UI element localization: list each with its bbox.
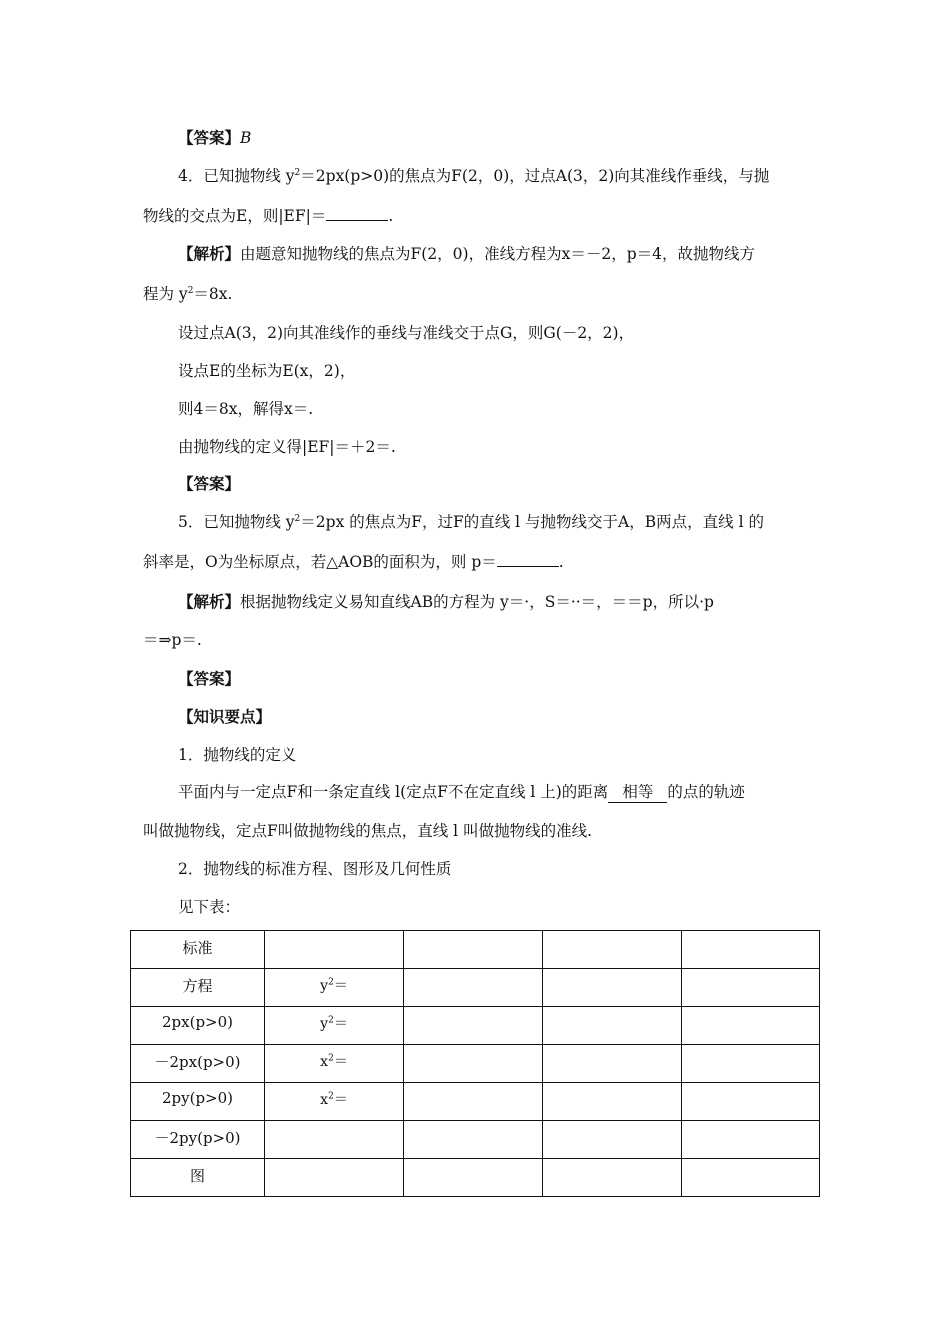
table-cell-empty [543, 1083, 682, 1121]
q5-text-c: 斜率是，O为坐标原点，若△AOB的面积为，则 p＝ [143, 553, 497, 571]
equation-sup: 2 [328, 1015, 334, 1026]
table-cell-empty [543, 1159, 682, 1197]
solution-text: 根据抛物线定义易知直线AB的方程为 y＝·，S＝··＝，＝＝p，所以·p [240, 593, 714, 611]
table-cell-empty [404, 1007, 543, 1045]
table-cell-empty [543, 1007, 682, 1045]
answer-line [178, 128, 251, 148]
table-cell [131, 931, 265, 969]
solution-label: 【解析】 [178, 244, 241, 263]
answer-blank [326, 206, 388, 221]
equation-eq: ＝ [333, 1092, 348, 1108]
table-row [131, 1159, 820, 1197]
table-cell-empty [404, 969, 543, 1007]
solution-5-line-2: ＝⇒p＝. [143, 631, 202, 649]
answer-4-label: 【答案】 [178, 474, 241, 493]
solution-4-line-5: 则4＝8x，解得x＝. [178, 400, 314, 418]
equation-eq: ＝ [333, 1016, 348, 1032]
table-cell-text: 2px(p>0) [161, 1013, 234, 1031]
table-cell-empty [543, 931, 682, 969]
table-cell-empty [404, 1083, 543, 1121]
question-5-line-1 [178, 512, 764, 532]
definition-line-2: 叫做抛物线，定点F叫做抛物线的焦点，直线 l 叫做抛物线的准线. [143, 822, 592, 840]
table-cell-empty [404, 1045, 543, 1083]
table-cell [131, 1159, 265, 1197]
table-cell [265, 1007, 404, 1045]
q5-text-d: . [558, 553, 564, 571]
table-cell-empty [543, 1045, 682, 1083]
table-cell-empty [682, 1083, 820, 1121]
equation-sup: 2 [328, 1053, 334, 1064]
table-cell [265, 1083, 404, 1121]
table-cell-text: －2py(p>0) [154, 1129, 241, 1147]
table-cell [265, 1121, 404, 1159]
table-cell-empty [404, 1121, 543, 1159]
table-cell-empty [682, 931, 820, 969]
table-cell-empty [404, 1159, 543, 1197]
definition-text: 的点的轨迹 [667, 783, 745, 801]
solution-5-line-1 [178, 592, 714, 612]
q5-sup: 2 [294, 513, 301, 524]
q4-text-d: . [388, 207, 394, 225]
table-cell [265, 1045, 404, 1083]
definition-text: 平面内与一定点F和一条定直线 l(定点F不在定直线 l 上)的距离 [178, 783, 609, 801]
equation-sup: 2 [328, 1091, 334, 1102]
table-cell [131, 1121, 265, 1159]
equation-var: y [320, 978, 329, 994]
table-cell [131, 969, 265, 1007]
equation-eq: ＝ [333, 1054, 348, 1070]
table-row [131, 1007, 820, 1045]
table-cell-empty [682, 1045, 820, 1083]
table-cell-empty [543, 1121, 682, 1159]
q4-sup: 2 [294, 167, 301, 178]
table-row [131, 931, 820, 969]
table-cell [265, 1159, 404, 1197]
answer-blank [497, 552, 559, 567]
table-row [131, 1083, 820, 1121]
solution-label: 【解析】 [178, 592, 241, 611]
equation-var: x [320, 1092, 329, 1108]
table-row [131, 969, 820, 1007]
table-cell-text: 方程 [182, 977, 213, 995]
solution-text: ＝8x. [193, 285, 233, 303]
equation-var: y [320, 1016, 329, 1032]
table-cell [265, 931, 404, 969]
section-1-heading: 1．抛物线的定义 [178, 746, 297, 764]
table-cell-text: 2py(p>0) [161, 1089, 234, 1107]
solution-sup: 2 [187, 285, 194, 296]
q5-text-b: ＝2px 的焦点为F，过F的直线 l 与抛物线交于A，B两点，直线 l 的 [300, 513, 764, 531]
see-table-text: 见下表： [178, 898, 241, 916]
solution-4-line-2 [143, 284, 232, 304]
equation-eq: ＝ [333, 978, 348, 994]
parabola-table [130, 930, 820, 1197]
solution-4-line-6: 由抛物线的定义得|EF|＝＋2＝. [178, 438, 396, 456]
equation-sup: 2 [328, 977, 334, 988]
table-row [131, 1045, 820, 1083]
table-row [131, 1121, 820, 1159]
definition-line-1 [178, 782, 745, 803]
table-cell-empty [682, 1121, 820, 1159]
solution-4-line-4: 设点E的坐标为E(x，2)， [178, 362, 356, 380]
table-cell-text: －2px(p>0) [154, 1053, 241, 1071]
table-cell-empty [682, 1159, 820, 1197]
solution-4-line-3: 设过点A(3，2)向其准线作的垂线与准线交于点G，则G(－2，2)， [178, 324, 635, 342]
section-2-heading: 2．抛物线的标准方程、图形及几何性质 [178, 860, 452, 878]
q4-text-c: 物线的交点为E，则|EF|＝ [143, 207, 327, 225]
question-5-line-2 [143, 552, 564, 572]
q4-text-a: 4．已知抛物线 y [178, 167, 295, 185]
fill-in-answer: 相等 [608, 782, 667, 803]
question-4-line-2 [143, 206, 393, 226]
table-cell-empty [543, 969, 682, 1007]
solution-4-line-1 [178, 244, 755, 264]
table-cell-empty [682, 1007, 820, 1045]
table-cell [265, 969, 404, 1007]
table-cell-empty [682, 969, 820, 1007]
q4-text-b: ＝2px(p>0)的焦点为F(2，0)，过点A(3，2)向其准线作垂线，与抛 [300, 167, 770, 185]
answer-label: 【答案】 [178, 128, 241, 147]
table-cell [131, 1083, 265, 1121]
solution-text: 程为 y [143, 285, 188, 303]
table-cell [131, 1045, 265, 1083]
answer-value: B [240, 129, 252, 147]
answer-5-label: 【答案】 [178, 669, 241, 688]
solution-text: 由题意知抛物线的焦点为F(2，0)，准线方程为x＝－2，p＝4，故抛物线方 [240, 245, 755, 263]
equation-var: x [320, 1054, 329, 1070]
table-cell-text: 标准 [182, 939, 213, 957]
q5-text-a: 5．已知抛物线 y [178, 513, 295, 531]
table-cell-empty [404, 931, 543, 969]
question-4-line-1 [178, 166, 769, 186]
table-cell-text: 图 [189, 1167, 205, 1185]
table-cell [131, 1007, 265, 1045]
knowledge-heading: 【知识要点】 [178, 707, 272, 726]
